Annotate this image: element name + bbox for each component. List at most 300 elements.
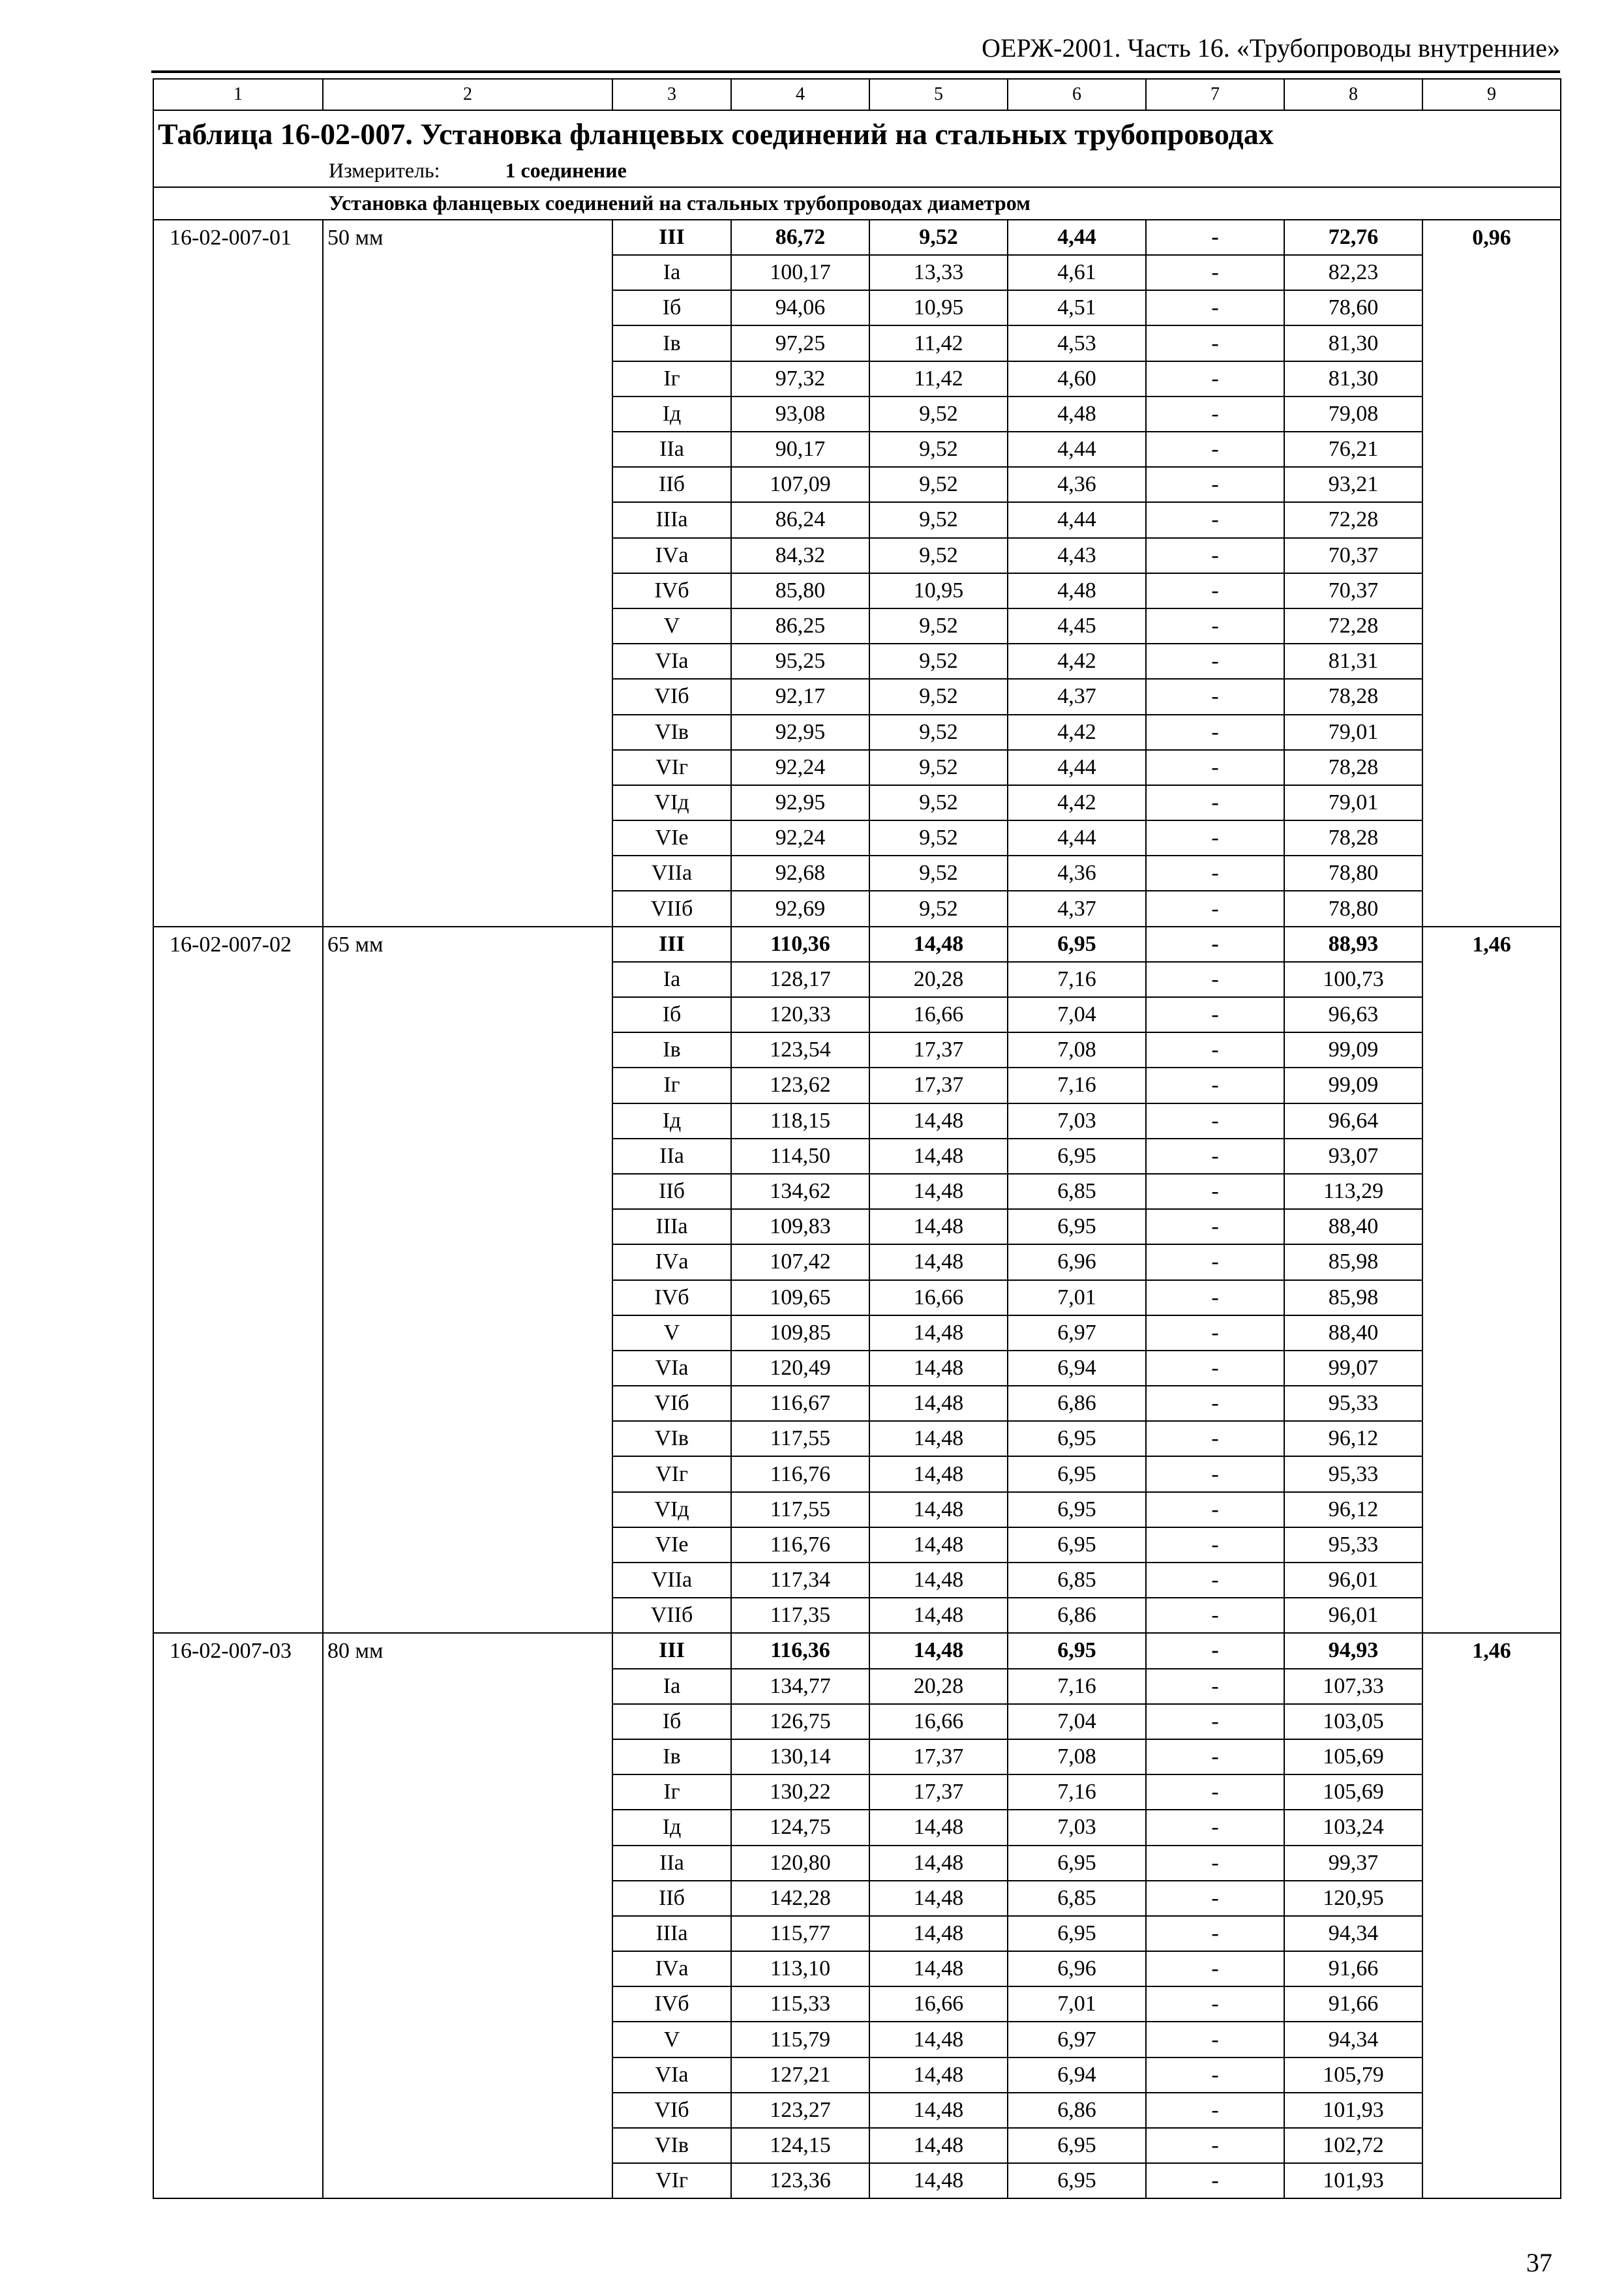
cell-col8: 91,66	[1284, 1951, 1422, 1986]
cell-zone: IVб	[612, 573, 731, 608]
title-row	[153, 110, 1561, 187]
cell-col5: 16,66	[869, 1986, 1008, 2022]
cell-zone: III	[612, 220, 731, 255]
cell-zone: Iд	[612, 1810, 731, 1845]
cell-col4: 107,42	[731, 1244, 869, 1279]
cell-zone: VIе	[612, 820, 731, 856]
cell-col7: -	[1146, 1351, 1284, 1386]
cell-col5: 14,48	[869, 1563, 1008, 1598]
cell-col4: 84,32	[731, 538, 869, 573]
cell-col4: 116,76	[731, 1527, 869, 1563]
cell-col7: -	[1146, 2128, 1284, 2163]
cell-col6: 7,04	[1008, 997, 1146, 1032]
cell-col8: 81,30	[1284, 361, 1422, 396]
cell-col7: -	[1146, 927, 1284, 962]
column-number: 3	[612, 79, 731, 110]
cell-col7: -	[1146, 2022, 1284, 2057]
cell-col5: 16,66	[869, 997, 1008, 1032]
cell-col5: 14,48	[869, 1598, 1008, 1633]
cell-col6: 4,37	[1008, 891, 1146, 926]
cell-col4: 134,62	[731, 1174, 869, 1209]
cell-col6: 6,95	[1008, 2163, 1146, 2198]
cell-col7: -	[1146, 361, 1284, 396]
cell-col6: 6,97	[1008, 1315, 1146, 1351]
cell-col8: 93,07	[1284, 1139, 1422, 1174]
cell-col8: 72,28	[1284, 502, 1422, 537]
cell-col4: 123,27	[731, 2093, 869, 2128]
cell-zone: VIг	[612, 750, 731, 785]
cell-col8: 76,21	[1284, 432, 1422, 467]
cell-col4: 86,72	[731, 220, 869, 255]
table-title: Таблица 16-02-007. Установка фланцевых соединений на стальных трубопроводах	[158, 117, 1274, 151]
cell-col5: 14,48	[869, 1315, 1008, 1351]
cell-col6: 4,48	[1008, 396, 1146, 432]
cell-col4: 124,15	[731, 2128, 869, 2163]
cell-col6: 6,95	[1008, 1846, 1146, 1881]
cell-col8: 105,69	[1284, 1774, 1422, 1810]
cell-col8: 85,98	[1284, 1280, 1422, 1315]
cell-col9: 1,46	[1422, 1633, 1561, 2198]
cell-col6: 7,16	[1008, 1774, 1146, 1810]
cell-col6: 7,16	[1008, 1669, 1146, 1704]
measure-label: Измеритель:	[329, 158, 440, 182]
cell-col5: 14,48	[869, 2163, 1008, 2198]
cell-col4: 107,09	[731, 467, 869, 502]
cell-col4: 130,22	[731, 1774, 869, 1810]
cell-col5: 14,48	[869, 1951, 1008, 1986]
cell-col6: 7,03	[1008, 1103, 1146, 1139]
cell-col5: 14,48	[869, 1351, 1008, 1386]
cell-col6: 4,44	[1008, 820, 1146, 856]
section-row	[153, 187, 1561, 220]
cell-col4: 117,35	[731, 1598, 869, 1633]
cell-col8: 78,80	[1284, 891, 1422, 926]
cell-col8: 81,30	[1284, 325, 1422, 361]
cell-col4: 113,10	[731, 1951, 869, 1986]
cell-col7: -	[1146, 1916, 1284, 1951]
cell-zone: VIб	[612, 1386, 731, 1421]
cell-col4: 116,36	[731, 1633, 869, 1668]
cell-col5: 14,48	[869, 1881, 1008, 1916]
cell-col4: 92,17	[731, 679, 869, 714]
cell-col8: 79,01	[1284, 785, 1422, 820]
cell-zone: IIа	[612, 1846, 731, 1881]
cell-col5: 14,48	[869, 1633, 1008, 1668]
cell-col8: 96,01	[1284, 1563, 1422, 1598]
cell-col5: 9,52	[869, 679, 1008, 714]
cell-col7: -	[1146, 1103, 1284, 1139]
cell-zone: Iд	[612, 396, 731, 432]
cell-col6: 6,95	[1008, 1633, 1146, 1668]
table-row	[153, 220, 1561, 255]
cell-col5: 9,52	[869, 538, 1008, 573]
cell-col6: 7,01	[1008, 1280, 1146, 1315]
column-number: 6	[1008, 79, 1146, 110]
cell-col6: 4,42	[1008, 785, 1146, 820]
cell-col5: 17,37	[869, 1774, 1008, 1810]
cell-col6: 4,42	[1008, 715, 1146, 750]
cell-col8: 103,24	[1284, 1810, 1422, 1845]
title-cell	[153, 110, 1561, 187]
cell-col5: 9,52	[869, 432, 1008, 467]
cell-zone: V	[612, 1315, 731, 1351]
cell-col4: 115,79	[731, 2022, 869, 2057]
cell-col7: -	[1146, 608, 1284, 644]
cell-zone: VIа	[612, 1351, 731, 1386]
cell-col4: 115,33	[731, 1986, 869, 2022]
cell-col6: 6,95	[1008, 2128, 1146, 2163]
cell-zone: VIб	[612, 2093, 731, 2128]
cell-col6: 6,95	[1008, 1421, 1146, 1456]
cell-col6: 4,36	[1008, 467, 1146, 502]
cell-zone: VIIб	[612, 891, 731, 926]
cell-col7: -	[1146, 820, 1284, 856]
cell-col7: -	[1146, 750, 1284, 785]
cell-col5: 14,48	[869, 1103, 1008, 1139]
cell-col7: -	[1146, 785, 1284, 820]
cell-col6: 4,44	[1008, 432, 1146, 467]
cell-col5: 9,52	[869, 608, 1008, 644]
cell-zone: VIд	[612, 785, 731, 820]
cell-col5: 14,48	[869, 1492, 1008, 1527]
cell-col8: 95,33	[1284, 1527, 1422, 1563]
cell-col8: 79,08	[1284, 396, 1422, 432]
cell-col6: 6,85	[1008, 1881, 1146, 1916]
cell-col5: 9,52	[869, 220, 1008, 255]
cell-zone: Iв	[612, 1032, 731, 1068]
cell-col7: -	[1146, 1810, 1284, 1845]
cell-zone: VIIб	[612, 1598, 731, 1633]
cell-col6: 6,95	[1008, 927, 1146, 962]
cell-zone: IVа	[612, 1951, 731, 1986]
cell-zone: IVб	[612, 1986, 731, 2022]
cell-col8: 95,33	[1284, 1456, 1422, 1491]
cell-col7: -	[1146, 715, 1284, 750]
cell-zone: Iг	[612, 1774, 731, 1810]
cell-col5: 14,48	[869, 1174, 1008, 1209]
cell-col5: 20,28	[869, 1669, 1008, 1704]
cell-col8: 72,28	[1284, 608, 1422, 644]
cell-col6: 7,01	[1008, 1986, 1146, 2022]
cell-col7: -	[1146, 1704, 1284, 1739]
cell-col4: 115,77	[731, 1916, 869, 1951]
cell-col4: 117,55	[731, 1492, 869, 1527]
cell-col5: 17,37	[869, 1032, 1008, 1068]
cell-col6: 4,61	[1008, 255, 1146, 290]
cell-col6: 4,48	[1008, 573, 1146, 608]
cell-col7: -	[1146, 1598, 1284, 1633]
cell-col6: 4,60	[1008, 361, 1146, 396]
cell-col7: -	[1146, 1986, 1284, 2022]
cell-col7: -	[1146, 1244, 1284, 1279]
cell-col5: 9,52	[869, 785, 1008, 820]
cell-col5: 14,48	[869, 2022, 1008, 2057]
cell-col5: 14,48	[869, 1527, 1008, 1563]
cell-col7: -	[1146, 1315, 1284, 1351]
cell-col6: 6,95	[1008, 1492, 1146, 1527]
cell-col6: 6,95	[1008, 1139, 1146, 1174]
cell-zone: IVа	[612, 538, 731, 573]
cell-zone: III	[612, 1633, 731, 1668]
cell-col8: 101,93	[1284, 2163, 1422, 2198]
cell-col7: -	[1146, 325, 1284, 361]
section-title: Установка фланцевых соединений на стальных трубопроводах диаметром	[153, 187, 1561, 220]
cell-zone: IIIа	[612, 502, 731, 537]
cell-col5: 9,52	[869, 820, 1008, 856]
cell-col6: 6,86	[1008, 2093, 1146, 2128]
cell-col4: 126,75	[731, 1704, 869, 1739]
cell-col8: 94,34	[1284, 2022, 1422, 2057]
cell-zone: VIг	[612, 2163, 731, 2198]
cell-col6: 4,44	[1008, 220, 1146, 255]
cell-col7: -	[1146, 1633, 1284, 1668]
cell-zone: IIб	[612, 467, 731, 502]
cell-col5: 9,52	[869, 891, 1008, 926]
cell-zone: IIб	[612, 1174, 731, 1209]
cell-col7: -	[1146, 1456, 1284, 1491]
cell-col6: 4,36	[1008, 856, 1146, 891]
cell-col4: 92,24	[731, 820, 869, 856]
column-number: 7	[1146, 79, 1284, 110]
cell-col7: -	[1146, 538, 1284, 573]
cell-zone: VIIа	[612, 1563, 731, 1598]
cell-col8: 113,29	[1284, 1174, 1422, 1209]
cell-col4: 117,55	[731, 1421, 869, 1456]
cell-zone: IVа	[612, 1244, 731, 1279]
cell-col4: 120,33	[731, 997, 869, 1032]
page-number: 37	[1526, 2248, 1552, 2277]
cell-col8: 70,37	[1284, 573, 1422, 608]
cell-col6: 6,94	[1008, 1351, 1146, 1386]
cell-col8: 81,31	[1284, 644, 1422, 679]
cell-col7: -	[1146, 1846, 1284, 1881]
table-row	[153, 1633, 1561, 1668]
cell-col8: 99,07	[1284, 1351, 1422, 1386]
cell-col6: 6,95	[1008, 1527, 1146, 1563]
cell-col8: 94,93	[1284, 1633, 1422, 1668]
cell-col5: 14,48	[869, 927, 1008, 962]
cell-col7: -	[1146, 679, 1284, 714]
cell-col4: 92,24	[731, 750, 869, 785]
column-number: 8	[1284, 79, 1422, 110]
cell-zone: Iа	[612, 962, 731, 997]
cell-col4: 120,80	[731, 1846, 869, 1881]
cell-col6: 7,08	[1008, 1739, 1146, 1774]
cell-col6: 6,86	[1008, 1598, 1146, 1633]
cell-col5: 10,95	[869, 290, 1008, 325]
cell-zone: IVб	[612, 1280, 731, 1315]
cell-col6: 4,44	[1008, 502, 1146, 537]
cell-col5: 14,48	[869, 2093, 1008, 2128]
cell-col6: 7,16	[1008, 1068, 1146, 1103]
cell-zone: Iд	[612, 1103, 731, 1139]
cell-col7: -	[1146, 1492, 1284, 1527]
cell-col4: 90,17	[731, 432, 869, 467]
cell-col7: -	[1146, 1280, 1284, 1315]
cell-col6: 6,85	[1008, 1563, 1146, 1598]
cell-col7: -	[1146, 856, 1284, 891]
cell-col5: 14,48	[869, 1386, 1008, 1421]
cell-col7: -	[1146, 1774, 1284, 1810]
cell-zone: VIв	[612, 2128, 731, 2163]
cell-col5: 11,42	[869, 361, 1008, 396]
cell-col5: 9,52	[869, 856, 1008, 891]
cell-zone: VIа	[612, 644, 731, 679]
cell-col6: 7,04	[1008, 1704, 1146, 1739]
cell-col5: 14,48	[869, 1421, 1008, 1456]
cell-zone: IIIа	[612, 1916, 731, 1951]
cell-col8: 94,34	[1284, 1916, 1422, 1951]
cell-zone: Iа	[612, 1669, 731, 1704]
cell-col4: 100,17	[731, 255, 869, 290]
cell-col8: 100,73	[1284, 962, 1422, 997]
cell-col4: 97,25	[731, 325, 869, 361]
cell-col8: 82,23	[1284, 255, 1422, 290]
cell-col4: 142,28	[731, 1881, 869, 1916]
cell-col7: -	[1146, 1421, 1284, 1456]
cell-col7: -	[1146, 1527, 1284, 1563]
cell-col4: 114,50	[731, 1139, 869, 1174]
cell-col7: -	[1146, 2163, 1284, 2198]
cell-col4: 86,25	[731, 608, 869, 644]
cell-col7: -	[1146, 432, 1284, 467]
cell-col7: -	[1146, 1386, 1284, 1421]
cell-col7: -	[1146, 962, 1284, 997]
cell-col5: 17,37	[869, 1739, 1008, 1774]
table-row	[153, 927, 1561, 962]
cell-col8: 120,95	[1284, 1881, 1422, 1916]
cell-col6: 6,86	[1008, 1386, 1146, 1421]
cell-col6: 6,96	[1008, 1951, 1146, 1986]
cell-col6: 7,08	[1008, 1032, 1146, 1068]
rate-code: 16-02-007-03	[153, 1633, 323, 2198]
measure-value: 1 соединение	[505, 158, 627, 182]
cell-col5: 9,52	[869, 502, 1008, 537]
cell-col7: -	[1146, 255, 1284, 290]
cell-col8: 78,60	[1284, 290, 1422, 325]
cell-col4: 128,17	[731, 962, 869, 997]
cell-zone: III	[612, 927, 731, 962]
cell-col7: -	[1146, 1032, 1284, 1068]
cell-zone: Iв	[612, 325, 731, 361]
cell-col4: 85,80	[731, 573, 869, 608]
cell-col5: 14,48	[869, 1456, 1008, 1491]
cell-col8: 72,76	[1284, 220, 1422, 255]
cell-col6: 6,95	[1008, 1456, 1146, 1491]
column-number: 5	[869, 79, 1008, 110]
cell-col8: 95,33	[1284, 1386, 1422, 1421]
cell-col5: 14,48	[869, 1846, 1008, 1881]
cell-col4: 95,25	[731, 644, 869, 679]
cell-col7: -	[1146, 1951, 1284, 1986]
cell-col8: 88,40	[1284, 1209, 1422, 1244]
cell-col8: 105,69	[1284, 1739, 1422, 1774]
cell-zone: Iб	[612, 997, 731, 1032]
cell-col5: 16,66	[869, 1704, 1008, 1739]
cell-zone: VIд	[612, 1492, 731, 1527]
cell-zone: V	[612, 608, 731, 644]
cell-col7: -	[1146, 2093, 1284, 2128]
header-rule	[151, 70, 1560, 73]
cell-col5: 9,52	[869, 750, 1008, 785]
column-number: 4	[731, 79, 869, 110]
cell-col8: 105,79	[1284, 2057, 1422, 2093]
cell-col8: 78,80	[1284, 856, 1422, 891]
column-number: 2	[323, 79, 612, 110]
cell-col4: 97,32	[731, 361, 869, 396]
cell-col5: 14,48	[869, 1810, 1008, 1845]
cell-zone: IIIа	[612, 1209, 731, 1244]
cell-col4: 109,85	[731, 1315, 869, 1351]
cell-col6: 6,95	[1008, 1209, 1146, 1244]
cell-col6: 6,94	[1008, 2057, 1146, 2093]
cell-col5: 9,52	[869, 467, 1008, 502]
cell-col6: 6,97	[1008, 2022, 1146, 2057]
cell-col4: 130,14	[731, 1739, 869, 1774]
cell-col7: -	[1146, 1739, 1284, 1774]
cell-zone: VIв	[612, 715, 731, 750]
cell-col8: 96,12	[1284, 1492, 1422, 1527]
cell-col6: 4,44	[1008, 750, 1146, 785]
cell-col7: -	[1146, 467, 1284, 502]
cell-zone: Iб	[612, 290, 731, 325]
cell-col5: 10,95	[869, 573, 1008, 608]
cell-col6: 6,96	[1008, 1244, 1146, 1279]
cell-col5: 13,33	[869, 255, 1008, 290]
cell-col8: 96,63	[1284, 997, 1422, 1032]
cell-zone: IIа	[612, 432, 731, 467]
cell-zone: IIб	[612, 1881, 731, 1916]
cell-col6: 4,37	[1008, 679, 1146, 714]
cell-col8: 102,72	[1284, 2128, 1422, 2163]
cell-col4: 123,54	[731, 1032, 869, 1068]
cell-col4: 94,06	[731, 290, 869, 325]
cell-col8: 101,93	[1284, 2093, 1422, 2128]
cell-col4: 92,95	[731, 785, 869, 820]
cell-col5: 14,48	[869, 1209, 1008, 1244]
cell-col4: 92,68	[731, 856, 869, 891]
cell-col6: 4,45	[1008, 608, 1146, 644]
pipe-diameter: 50 мм	[323, 220, 612, 927]
cell-col6: 4,53	[1008, 325, 1146, 361]
cell-col8: 99,09	[1284, 1068, 1422, 1103]
cell-col8: 85,98	[1284, 1244, 1422, 1279]
cell-zone: VIе	[612, 1527, 731, 1563]
cell-zone: VIб	[612, 679, 731, 714]
cell-col4: 118,15	[731, 1103, 869, 1139]
cell-col8: 78,28	[1284, 679, 1422, 714]
cell-col5: 11,42	[869, 325, 1008, 361]
cell-col4: 86,24	[731, 502, 869, 537]
cell-col4: 92,95	[731, 715, 869, 750]
cell-col5: 14,48	[869, 2128, 1008, 2163]
cell-col8: 103,05	[1284, 1704, 1422, 1739]
cell-col5: 14,48	[869, 1139, 1008, 1174]
cell-col7: -	[1146, 644, 1284, 679]
cell-col4: 109,83	[731, 1209, 869, 1244]
cell-col8: 107,33	[1284, 1669, 1422, 1704]
column-number-row	[153, 79, 1561, 110]
cell-zone: Iг	[612, 1068, 731, 1103]
cell-col5: 9,52	[869, 396, 1008, 432]
cell-zone: Iа	[612, 255, 731, 290]
cell-col4: 117,34	[731, 1563, 869, 1598]
cell-col6: 7,16	[1008, 962, 1146, 997]
rate-code: 16-02-007-01	[153, 220, 323, 927]
rate-code: 16-02-007-02	[153, 927, 323, 1634]
cell-col8: 93,21	[1284, 467, 1422, 502]
cell-zone: V	[612, 2022, 731, 2057]
